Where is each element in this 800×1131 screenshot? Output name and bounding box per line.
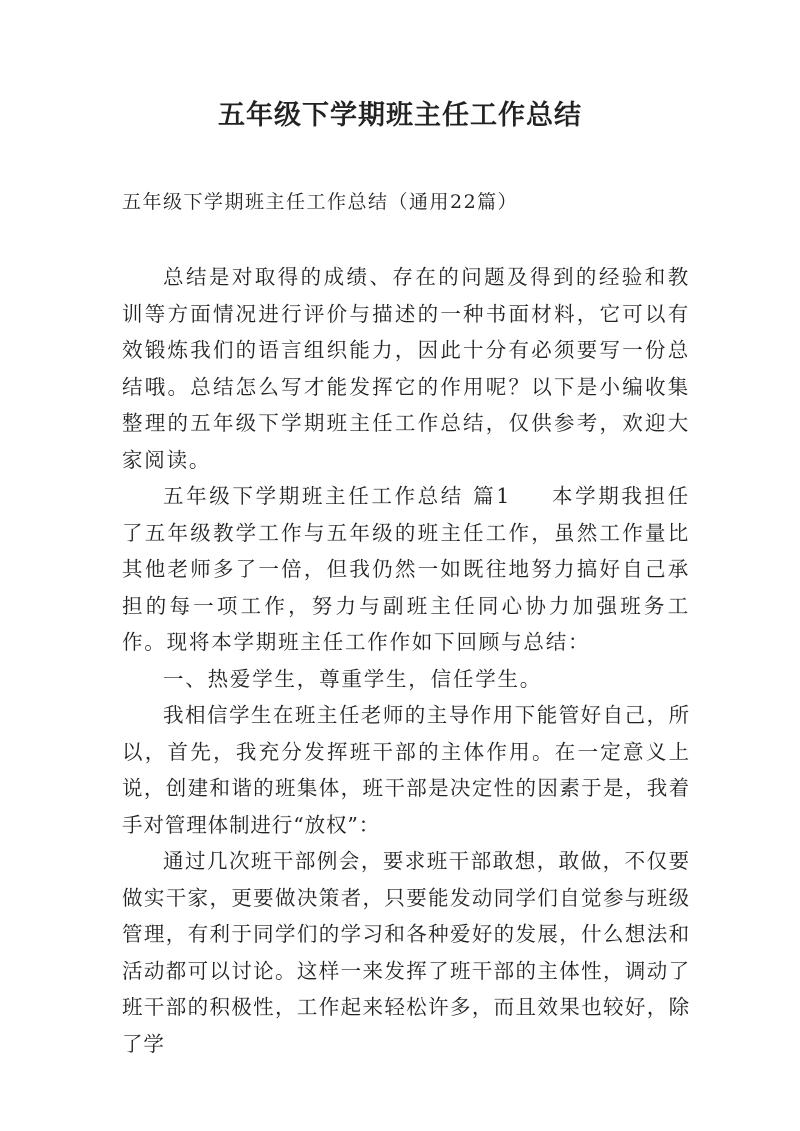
document-body <box>122 259 690 1062</box>
document-subtitle: 五年级下学期班主任工作总结（通用22篇） <box>122 191 519 213</box>
section-paragraph <box>122 478 690 661</box>
section-first-text: 本学期我担任了五年级教学工作与五年级的班主任工作，虽然工作量比其他老师多了一倍，但我仍然一如既往地努力搞好自己承担的每一项工作，努力与副班主任同心协力加强班务工作。现将本学期班主任工作作如下回顾与总结： <box>122 484 690 654</box>
body-paragraph: 我相信学生在班主任老师的主导作用下能管好自己，所以，首先，我充分发挥班干部的主体作用。在一定意义上说，创建和谐的班集体，班干部是决定性的因素于是，我着手对管理体制进行“放权”： <box>122 703 690 837</box>
point-heading: 一、热爱学生，尊重学生，信任学生。 <box>163 666 543 691</box>
document-title: 五年级下学期班主任工作总结 <box>218 100 582 131</box>
intro-paragraph: 总结是对取得的成绩、存在的问题及得到的经验和教训等方面情况进行评价与描述的一种书面材料，它可以有效锻炼我们的语言组织能力，因此十分有必须要写一份总结哦。总结怎么写才能发挥它的作用呢？以下是小编收集整理的五年级下学期班主任工作总结，仅供参考，欢迎大家阅读。 <box>122 265 690 472</box>
body-paragraph: 通过几次班干部例会，要求班干部敢想，敢做，不仅要做实干家，更要做决策者，只要能发动同学们自觉参与班级管理，有利于同学们的学习和各种爱好的发展，什么想法和活动都可以讨论。这样一来发挥了班干部的主体性，调动了班干部的积极性，工作起来轻松许多，而且效果也较好，除了学 <box>122 849 690 1056</box>
section-heading: 五年级下学期班主任工作总结 篇1 <box>163 484 512 508</box>
